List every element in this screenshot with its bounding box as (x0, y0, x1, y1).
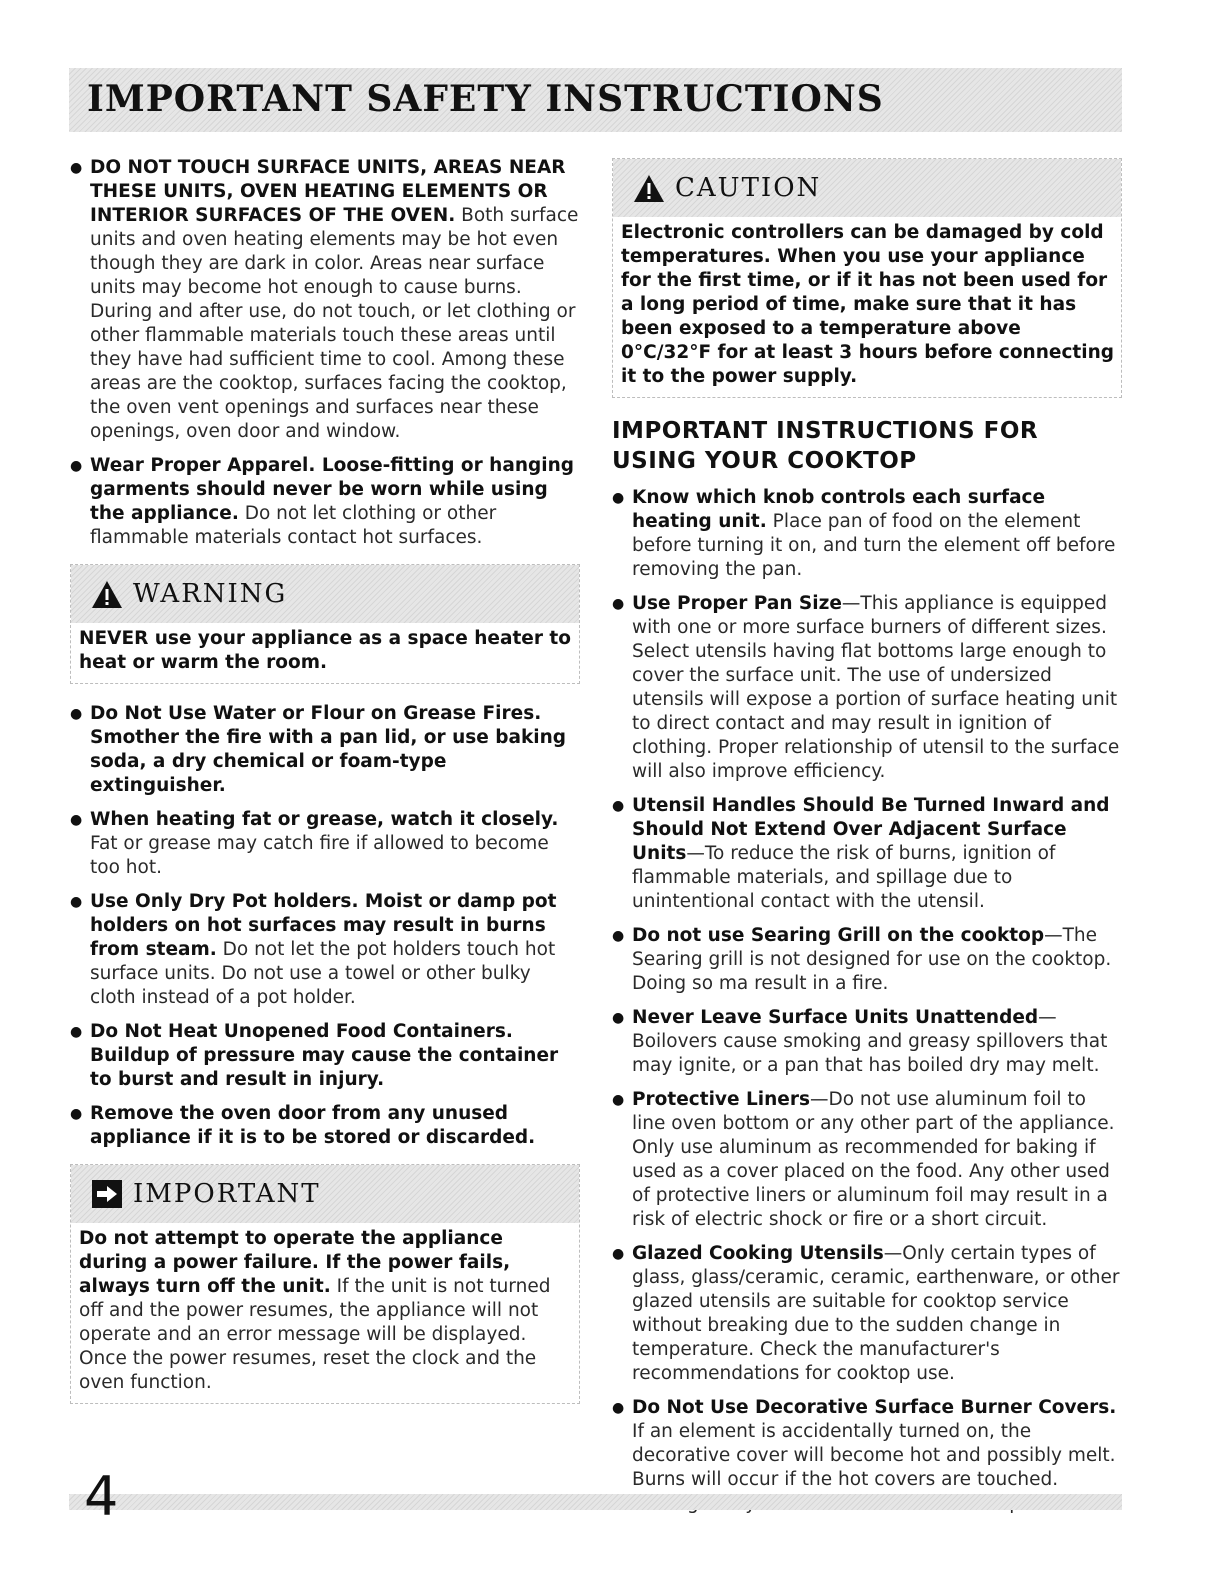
bullet-icon: ● (70, 160, 83, 176)
header-banner (69, 68, 1122, 132)
caution-callout (612, 158, 1122, 398)
item-lead: Know which knob controls each surface heating unit. (632, 487, 1046, 532)
caution-label: CAUTION (675, 173, 822, 203)
item-text: Do not let the pot holders touch hot surface units. Do not use a towel or other bulky cloth instead of a pot holder. (90, 939, 556, 1008)
bullet-icon: ● (612, 596, 625, 612)
caution-text: Electronic controllers can be damaged by cold temperatures. When you use your appliance for the first time, or if it has not been used for a long period of time, make sure that it has been exposed to a temperature above 0°C/32°F for at least 3 hours before connecting it to the power supply. (621, 222, 1115, 387)
bullet-icon: ● (70, 1106, 83, 1122)
item-lead: Use Only Dry Pot holders. Moist or damp pot holders on hot surfaces may result in burns from steam. (90, 891, 557, 960)
item-lead: Remove the oven door from any unused appliance if it is to be stored or discarded. (90, 1103, 536, 1148)
item-text: Fat or grease may catch fire if allowed to become too hot. (90, 833, 549, 878)
bullet-icon: ● (70, 458, 83, 474)
caution-triangle-icon (633, 173, 665, 203)
item-text: —The Searing grill is not designed for use on the cooktop. Doing so ma result in a fire. (632, 925, 1112, 994)
item-text: Place pan of food on the element before turning it on, and turn the element off before removing the pan. (632, 511, 1116, 580)
list-item (612, 1006, 1122, 1078)
item-text: —Do not use aluminum foil to line oven bottom or any other part of the appliance. Only use aluminum as recommended for baking if used as a cover placed on the food. Any other used of protective liners or aluminum foil may result in a risk of electric shock or fire or a short circuit. (632, 1089, 1115, 1230)
left-column (70, 156, 580, 1422)
warning-body (71, 623, 579, 683)
bullet-icon: ● (612, 928, 625, 944)
section-heading: IMPORTANT INSTRUCTIONS FOR USING YOUR COOKTOP (612, 418, 1039, 474)
item-lead: When heating fat or grease, watch it closely. (90, 809, 559, 830)
item-lead: Protective Liners (632, 1089, 810, 1110)
list-item (612, 1242, 1122, 1386)
page-number: 4 (84, 1465, 119, 1528)
caution-body (613, 217, 1121, 397)
list-item (70, 890, 580, 1010)
caution-band (613, 159, 1121, 217)
item-lead: Never Leave Surface Units Unattended (632, 1007, 1039, 1028)
important-text: If the unit is not turned off and the power resumes, the appliance will not operate and an error message will be displayed. Once the power resumes, reset the clock and the oven function. (79, 1276, 551, 1393)
important-callout (70, 1164, 580, 1404)
bullet-icon: ● (70, 812, 83, 828)
bullet-icon: ● (612, 1400, 625, 1416)
important-label: IMPORTANT (133, 1179, 321, 1209)
warning-label: WARNING (133, 579, 288, 609)
bullet-icon: ● (612, 1010, 625, 1026)
important-body (71, 1223, 579, 1403)
item-text: —To reduce the risk of burns, ignition of flammable materials, and spillage due to unintentional contact with the utensil. (632, 843, 1056, 912)
list-item (70, 702, 580, 798)
list-item (612, 794, 1122, 914)
warning-text: NEVER use your appliance as a space heater to heat or warm the room. (79, 628, 571, 673)
list-item (70, 156, 580, 444)
bullet-icon: ● (612, 1246, 625, 1262)
bullet-icon: ● (612, 1092, 625, 1108)
item-lead: Utensil Handles Should Be Turned Inward and Should Not Extend Over Adjacent Surface Units (632, 795, 1110, 864)
page-title: IMPORTANT SAFETY INSTRUCTIONS (87, 78, 884, 120)
item-text: —Only certain types of glass, glass/ceramic, ceramic, earthenware, or other glazed utensils are suitable for cooktop service without breaking due to the sudden change in temperature. Check the manufacturer's recommendations for cooktop use. (632, 1243, 1120, 1384)
item-lead: DO NOT TOUCH SURFACE UNITS, AREAS NEAR THESE UNITS, OVEN HEATING ELEMENTS OR INTERIOR SURFACES OF THE OVEN. (90, 157, 566, 226)
item-lead: Glazed Cooking Utensils (632, 1243, 884, 1264)
list-item (70, 454, 580, 550)
warning-triangle-icon (91, 579, 123, 609)
bullet-icon: ● (70, 1024, 83, 1040)
item-lead: Do Not Heat Unopened Food Containers. Buildup of pressure may cause the container to burst and result in injury. (90, 1021, 559, 1090)
item-lead: Do Not Use Decorative Surface Burner Covers. (632, 1397, 1117, 1418)
list-item (612, 486, 1122, 582)
warning-band (71, 565, 579, 623)
bullet-icon: ● (612, 798, 625, 814)
bullet-icon: ● (70, 706, 83, 722)
list-item (70, 808, 580, 880)
important-notice-icon (91, 1179, 123, 1209)
list-item (612, 924, 1122, 996)
item-text: Both surface units and oven heating elements may be hot even though they are dark in color. Areas near surface units may become hot enough to cause burns. During and after use, do not touch, or let clothing or other flammable materials touch these areas until they have had sufficient time to cool. Among these areas are the cooktop, surfaces facing the cooktop, the oven vent openings and surfaces near these openings, oven door and window. (90, 205, 579, 442)
list-item (70, 1020, 580, 1092)
item-text: —Boilovers cause smoking and greasy spillovers that may ignite, or a pan that has boiled dry may melt. (632, 1007, 1108, 1076)
item-lead: Do Not Use Water or Flour on Grease Fires. Smother the fire with a pan lid, or use baking soda, a dry chemical or foam-type extinguisher. (90, 703, 567, 796)
item-lead: Use Proper Pan Size (632, 593, 842, 614)
item-text: Do not let clothing or other flammable materials contact hot surfaces. (90, 503, 497, 548)
footer-band (69, 1494, 1122, 1510)
right-column (612, 156, 1122, 1526)
important-band (71, 1165, 579, 1223)
warning-callout (70, 564, 580, 684)
bullet-icon: ● (70, 894, 83, 910)
item-lead: Wear Proper Apparel. Loose-fitting or hanging garments should never be worn while using the appliance. (90, 455, 574, 524)
item-text: If an element is accidentally turned on, the decorative cover will become hot and possibly melt. Burns will occur if the hot covers are touched. (632, 1421, 1116, 1490)
list-item (70, 1102, 580, 1150)
item-lead: Do not use Searing Grill on the cooktop (632, 925, 1045, 946)
list-item (612, 592, 1122, 784)
item-text: —This appliance is equipped with one or more surface burners of different sizes. Select utensils having flat bottoms large enough to cover the surface unit. The use of undersized utensils will expose a portion of surface heating unit to direct contact and may result in ignition of clothing. Proper relationship of utensil to the surface will also improve efficiency. (632, 593, 1120, 782)
list-item (612, 1088, 1122, 1232)
important-lead: Do not attempt to operate the appliance during a power failure. If the power fails, always turn off the unit. (79, 1228, 511, 1297)
bullet-icon: ● (612, 490, 625, 506)
